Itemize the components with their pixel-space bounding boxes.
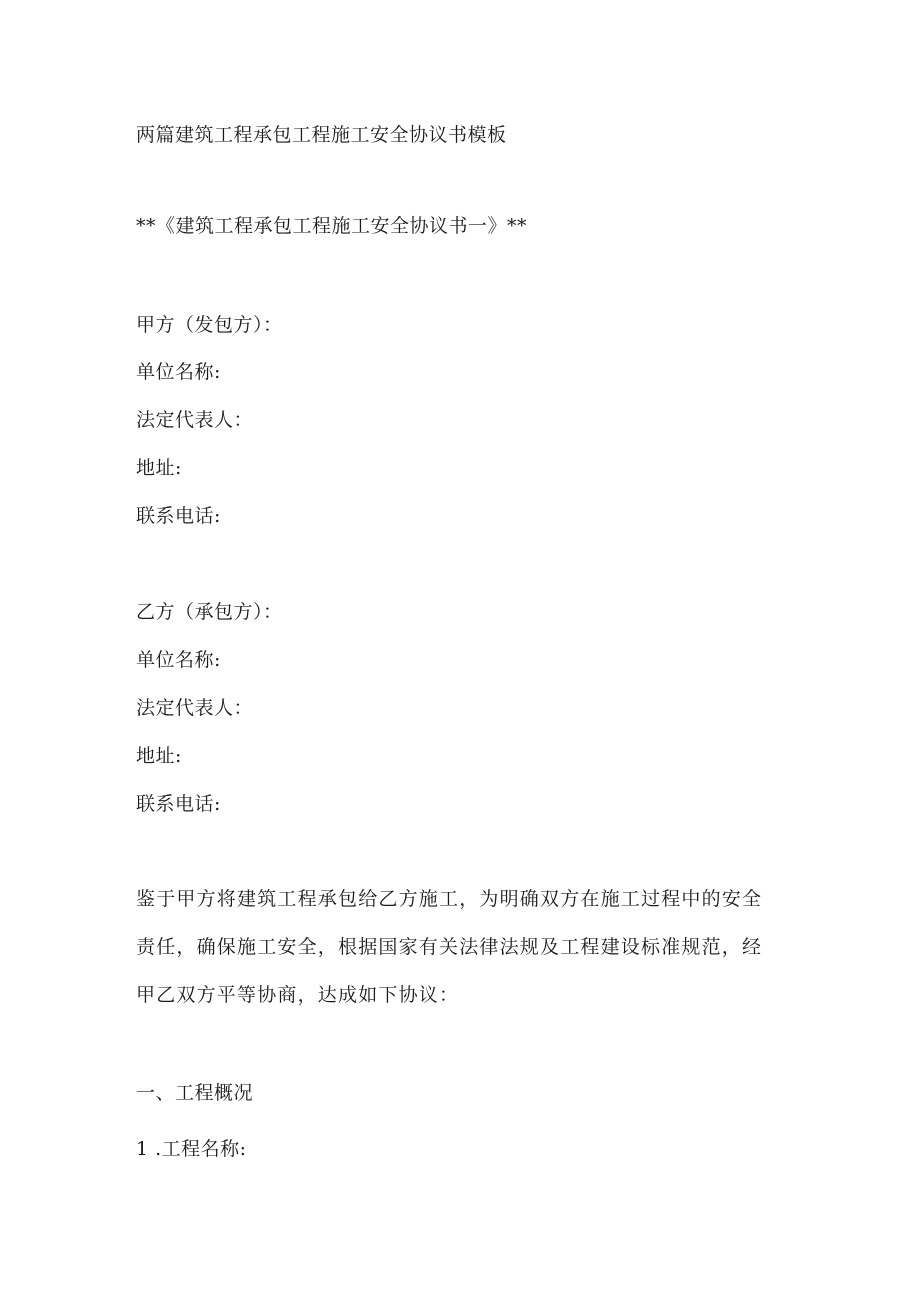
document-subtitle: **《建筑工程承包工程施工安全协议书一》** (136, 215, 528, 237)
section-1-heading: 一、工程概况 (136, 1082, 254, 1104)
party-a-phone: 联系电话: (136, 505, 221, 527)
preamble-paragraph (136, 875, 768, 1019)
party-b-phone: 联系电话: (136, 793, 221, 815)
preamble-line: 甲乙双方平等协商，达成如下协议： (136, 984, 460, 1006)
preamble-line: 鉴于甲方将建筑工程承包给乙方施工，为明确双方在施工过程中的安全 (136, 888, 763, 910)
party-b-heading: 乙方（承包方）： (136, 601, 283, 623)
party-a-legal-rep: 法定代表人： (136, 409, 254, 431)
preamble-line: 责任，确保施工安全，根据国家有关法律法规及工程建设标准规范，经 (136, 936, 763, 958)
party-b-unit-name: 单位名称: (136, 649, 221, 671)
party-b-legal-rep: 法定代表人： (136, 697, 254, 719)
section-1-item-1: 1 .工程名称: (136, 1138, 247, 1160)
party-a-heading: 甲方（发包方）： (136, 314, 283, 336)
document-title: 两篇建筑工程承包工程施工安全协议书模板 (136, 124, 507, 146)
party-b-address: 地址: (136, 745, 182, 767)
party-a-address: 地址: (136, 457, 182, 479)
party-a-unit-name: 单位名称: (136, 361, 221, 383)
